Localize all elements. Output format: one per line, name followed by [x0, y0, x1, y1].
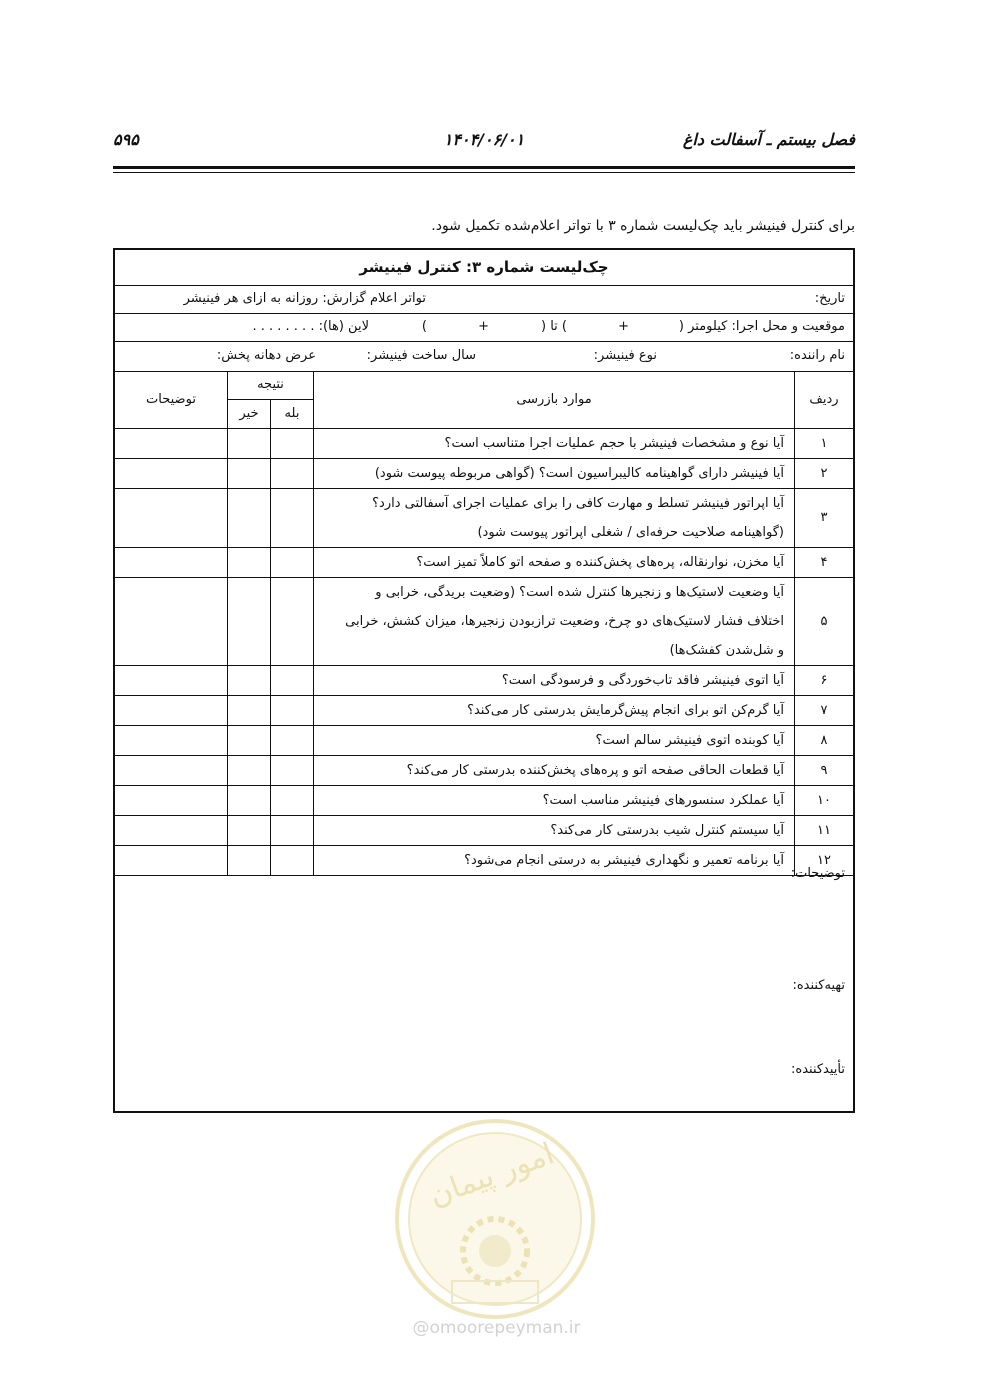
notes-label: توضیحات:	[790, 866, 845, 881]
row-number: ۱۱	[795, 815, 854, 845]
table-row	[115, 755, 853, 785]
checklist-title: چک‌لیست شماره ۳: کنترل فینیشر	[115, 250, 853, 286]
inspection-item-line: آیا قطعات الحاقی صفحه اتو و پره‌های پخش‌کننده بدرستی کار می‌کند؟	[406, 762, 784, 778]
row-number: ۶	[795, 665, 854, 695]
report-frequency: تواتر اعلام گزارش: روزانه به ازای هر فینیشر	[183, 291, 426, 306]
inspection-item	[314, 458, 795, 488]
no-checkbox-cell[interactable]	[228, 755, 271, 785]
no-checkbox-cell[interactable]	[228, 665, 271, 695]
prepared-by-label: تهیه‌کننده:	[792, 978, 845, 993]
no-checkbox-cell[interactable]	[228, 488, 271, 547]
table-row	[115, 428, 853, 458]
yes-checkbox-cell[interactable]	[271, 458, 314, 488]
table-row	[115, 488, 853, 547]
row-notes-cell[interactable]	[115, 665, 228, 695]
row-notes-cell[interactable]	[115, 785, 228, 815]
inspection-item	[314, 665, 795, 695]
header-rule-thin	[113, 172, 855, 173]
location-close-paren: )	[421, 319, 427, 334]
no-checkbox-cell[interactable]	[228, 815, 271, 845]
row-notes-cell[interactable]	[115, 458, 228, 488]
inspection-item-line: و شل‌شدن کفشک‌ها)	[669, 642, 784, 658]
watermark-site: @omoorepeyman.ir	[412, 1318, 581, 1338]
header-date: ۱۴۰۴/۰۶/۰۱	[443, 130, 525, 149]
inspection-item	[314, 695, 795, 725]
row-notes-cell[interactable]	[115, 725, 228, 755]
row-number: ۸	[795, 725, 854, 755]
row-number: ۱	[795, 428, 854, 458]
inspection-item-line: آیا گرم‌کن اتو برای انجام پیش‌گرمایش بدرستی کار می‌کند؟	[467, 702, 784, 718]
inspection-item	[314, 488, 795, 547]
row-notes-cell[interactable]	[115, 755, 228, 785]
table-row	[115, 815, 853, 845]
row-notes-cell[interactable]	[115, 428, 228, 458]
row-notes-cell[interactable]	[115, 695, 228, 725]
location-plus-1: +	[618, 319, 629, 334]
inspection-item-line: آیا عملکرد سنسورهای فینیشر مناسب است؟	[542, 792, 784, 808]
col-header-result: نتیجه	[228, 371, 314, 399]
driver-label: نام راننده:	[789, 348, 845, 363]
yes-checkbox-cell[interactable]	[271, 785, 314, 815]
yes-checkbox-cell[interactable]	[271, 428, 314, 458]
col-header-no: خیر	[228, 399, 271, 428]
header-rule-thick	[113, 166, 855, 169]
table-row	[115, 785, 853, 815]
approved-by-label: تأییدکننده:	[791, 1062, 845, 1077]
inspection-item	[314, 815, 795, 845]
info-row-location	[115, 313, 853, 342]
no-checkbox-cell[interactable]	[228, 725, 271, 755]
date-label: تاریخ:	[814, 291, 845, 306]
table-row	[115, 577, 853, 665]
inspection-item	[314, 785, 795, 815]
page-number: ۵۹۵	[113, 130, 139, 149]
row-number: ۹	[795, 755, 854, 785]
table-row	[115, 725, 853, 755]
chapter-title: فصل بیستم ـ آسفالت داغ	[682, 130, 855, 149]
row-number: ۱۲	[795, 845, 854, 875]
location-label: موقعیت و محل اجرا: کیلومتر (	[678, 319, 845, 334]
inspection-item	[314, 428, 795, 458]
inspection-item	[314, 547, 795, 577]
inspection-item-line: اختلاف فشار لاستیک‌های دو چرخ، وضعیت ترازبودن زنجیرها، میزان کشش، خرابی	[345, 613, 784, 629]
row-number: ۷	[795, 695, 854, 725]
inspection-item-line: آیا اتوی فینیشر فاقد تاب‌خوردگی و فرسودگی است؟	[501, 672, 784, 688]
yes-checkbox-cell[interactable]	[271, 725, 314, 755]
no-checkbox-cell[interactable]	[228, 845, 271, 875]
yes-checkbox-cell[interactable]	[271, 845, 314, 875]
inspection-item	[314, 755, 795, 785]
location-plus-2: +	[478, 319, 489, 334]
row-notes-cell[interactable]	[115, 547, 228, 577]
no-checkbox-cell[interactable]	[228, 695, 271, 725]
col-header-yes: بله	[271, 399, 314, 428]
yes-checkbox-cell[interactable]	[271, 665, 314, 695]
table-row	[115, 458, 853, 488]
inspection-item-line: آیا نوع و مشخصات فینیشر با حجم عملیات اجرا متناسب است؟	[444, 435, 784, 451]
yes-checkbox-cell[interactable]	[271, 488, 314, 547]
row-number: ۲	[795, 458, 854, 488]
table-row	[115, 845, 853, 875]
location-to-label: ) تا (	[541, 319, 567, 334]
row-number: ۴	[795, 547, 854, 577]
table-row	[115, 547, 853, 577]
row-notes-cell[interactable]	[115, 845, 228, 875]
table-row	[115, 665, 853, 695]
checklist-form	[113, 248, 855, 1113]
no-checkbox-cell[interactable]	[228, 547, 271, 577]
row-number: ۱۰	[795, 785, 854, 815]
no-checkbox-cell[interactable]	[228, 428, 271, 458]
row-number: ۳	[795, 488, 854, 547]
watermark-stamp	[392, 1116, 598, 1322]
inspection-item-line: آیا سیستم کنترل شیب بدرستی کار می‌کند؟	[550, 822, 784, 838]
inspection-item-line: آیا برنامه تعمیر و نگهداری فینیشر به درستی انجام می‌شود؟	[464, 852, 784, 868]
info-row-date	[115, 285, 853, 314]
row-number: ۵	[795, 577, 854, 665]
inspection-item	[314, 577, 795, 665]
info-row-driver	[115, 341, 853, 372]
yes-checkbox-cell[interactable]	[271, 547, 314, 577]
row-notes-cell[interactable]	[115, 577, 228, 665]
finisher-type-label: نوع فینیشر:	[593, 348, 657, 363]
col-header-notes: توضیحات	[115, 371, 228, 428]
inspection-item-line: آیا اپراتور فینیشر تسلط و مهارت کافی را برای عملیات اجرای آسفالتی دارد؟	[372, 495, 784, 511]
no-checkbox-cell[interactable]	[228, 458, 271, 488]
row-notes-cell[interactable]	[115, 488, 228, 547]
table-row	[115, 695, 853, 725]
inspection-item	[314, 725, 795, 755]
inspection-item-line: آیا مخزن، نوارنقاله، پره‌های پخش‌کننده و صفحه اتو کاملاً تمیز است؟	[416, 554, 784, 570]
lanes-label: لاین (ها): . . . . . . . .	[252, 319, 369, 334]
inspection-item-line: آیا وضعیت لاستیک‌ها و زنجیرها کنترل شده است؟ (وضعیت بریدگی، خرابی و	[375, 584, 784, 600]
inspection-item-line: آیا فینیشر دارای گواهینامه کالیبراسیون است؟ (گواهی مربوطه پیوست شود)	[374, 465, 784, 481]
spread-width-label: عرض دهانه پخش:	[216, 348, 316, 363]
intro-paragraph: برای کنترل فینیشر باید چک‌لیست شماره ۳ با تواتر اعلام‌شده تکمیل شود.	[431, 218, 855, 234]
col-header-row-no: ردیف	[795, 371, 854, 428]
no-checkbox-cell[interactable]	[228, 785, 271, 815]
svg-text:امور پیمان: امور پیمان	[424, 1136, 559, 1214]
inspection-item	[314, 845, 795, 875]
finisher-year-label: سال ساخت فینیشر:	[366, 348, 476, 363]
yes-checkbox-cell[interactable]	[271, 755, 314, 785]
row-notes-cell[interactable]	[115, 815, 228, 845]
inspection-table	[115, 371, 853, 876]
inspection-item-line: (گواهینامه صلاحیت حرفه‌ای / شغلی اپراتور پیوست شود)	[477, 524, 784, 540]
inspection-item-line: آیا کوبنده اتوی فینیشر سالم است؟	[595, 732, 784, 748]
no-checkbox-cell[interactable]	[228, 577, 271, 665]
col-header-items: موارد بازرسی	[314, 371, 795, 428]
yes-checkbox-cell[interactable]	[271, 695, 314, 725]
yes-checkbox-cell[interactable]	[271, 577, 314, 665]
yes-checkbox-cell[interactable]	[271, 815, 314, 845]
page-header	[113, 130, 855, 156]
